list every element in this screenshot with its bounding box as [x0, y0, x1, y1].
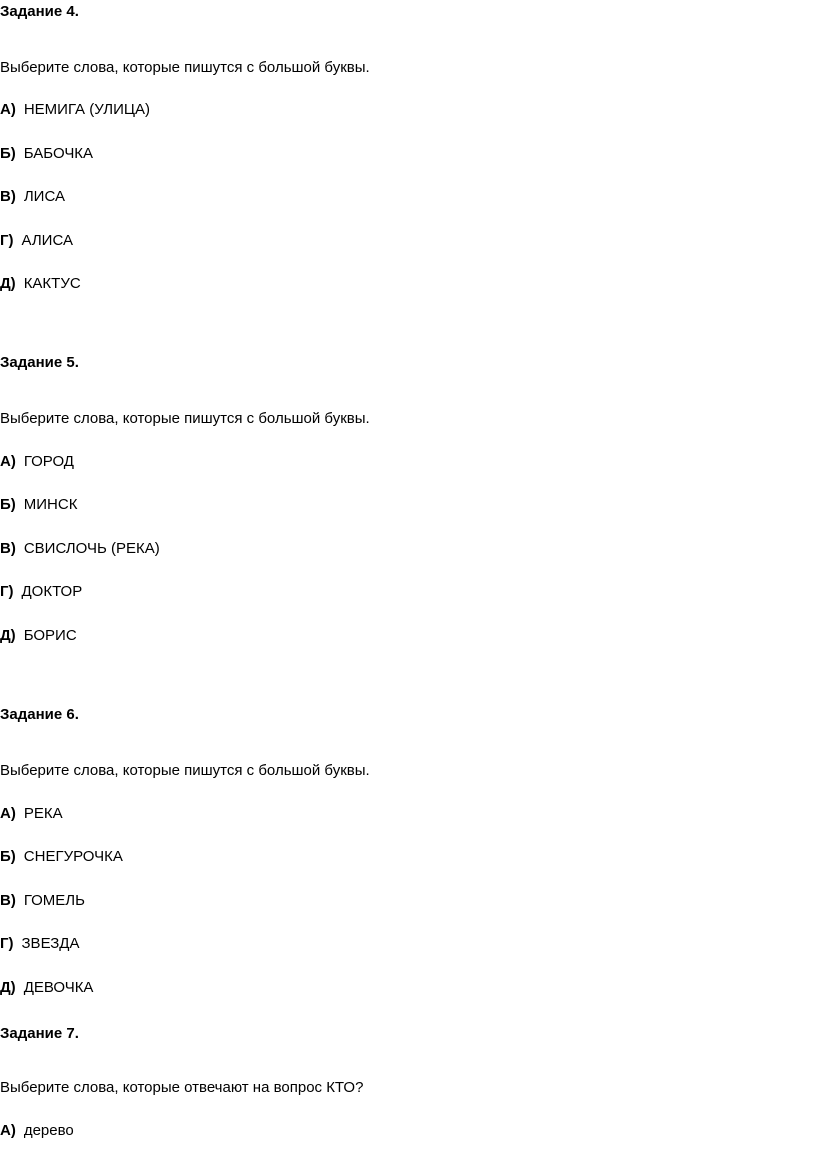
- option-text: ДЕВОЧКА: [23, 979, 94, 996]
- task-6-option-v: [0, 891, 85, 911]
- task-5-option-d: [0, 626, 77, 646]
- option-letter: А): [0, 453, 16, 470]
- task-4-title: Задание 4.: [0, 3, 79, 20]
- option-text: СНЕГУРОЧКА: [23, 848, 123, 865]
- option-letter: Г): [0, 583, 14, 600]
- option-text: ГОРОД: [23, 453, 74, 470]
- option-letter: Б): [0, 496, 16, 513]
- option-text: МИНСК: [23, 496, 78, 513]
- option-text: ГОМЕЛЬ: [23, 892, 85, 909]
- option-letter: Д): [0, 275, 16, 292]
- task-6-option-g: [0, 934, 79, 954]
- option-text: РЕКА: [23, 805, 63, 822]
- option-letter: В): [0, 540, 16, 557]
- option-text: КАКТУС: [23, 275, 81, 292]
- task-6-title: Задание 6.: [0, 706, 79, 723]
- option-letter: Г): [0, 935, 14, 952]
- task-6-option-d: [0, 978, 93, 998]
- option-letter: А): [0, 805, 16, 822]
- option-letter: Г): [0, 232, 14, 249]
- task-4-option-a: [0, 100, 150, 120]
- option-text: ЛИСА: [23, 188, 65, 205]
- task-7-option-a: [0, 1121, 74, 1141]
- task-6-question: Выберите слова, которые пишутся с большой буквы.: [0, 762, 370, 779]
- option-letter: А): [0, 1122, 16, 1139]
- task-7-question: Выберите слова, которые отвечают на вопрос КТО?: [0, 1079, 364, 1096]
- option-letter: А): [0, 101, 16, 118]
- option-text: СВИСЛОЧЬ (РЕКА): [23, 540, 160, 557]
- option-text: ЗВЕЗДА: [21, 935, 80, 952]
- task-4-option-b: [0, 144, 93, 164]
- task-4-option-d: [0, 274, 81, 294]
- task-5-option-g: [0, 582, 82, 602]
- option-letter: Б): [0, 145, 16, 162]
- task-5-option-a: [0, 452, 74, 472]
- option-text: ДОКТОР: [21, 583, 83, 600]
- option-letter: В): [0, 892, 16, 909]
- option-text: АЛИСА: [21, 232, 73, 249]
- task-4-question: Выберите слова, которые пишутся с большой буквы.: [0, 59, 370, 76]
- task-5-title: Задание 5.: [0, 354, 79, 371]
- task-4-option-g: [0, 231, 73, 251]
- option-letter: Б): [0, 848, 16, 865]
- task-5-option-b: [0, 495, 77, 515]
- option-text: НЕМИГА (УЛИЦА): [23, 101, 150, 118]
- option-letter: Д): [0, 627, 16, 644]
- option-letter: В): [0, 188, 16, 205]
- task-4-option-v: [0, 187, 65, 207]
- task-6-option-a: [0, 804, 63, 824]
- task-5-question: Выберите слова, которые пишутся с большой буквы.: [0, 410, 370, 427]
- option-text: БОРИС: [23, 627, 77, 644]
- option-text: дерево: [23, 1122, 74, 1139]
- task-5-option-v: [0, 539, 160, 559]
- task-7-title: Задание 7.: [0, 1025, 79, 1042]
- option-text: БАБОЧКА: [23, 145, 94, 162]
- task-6-option-b: [0, 847, 123, 867]
- option-letter: Д): [0, 979, 16, 996]
